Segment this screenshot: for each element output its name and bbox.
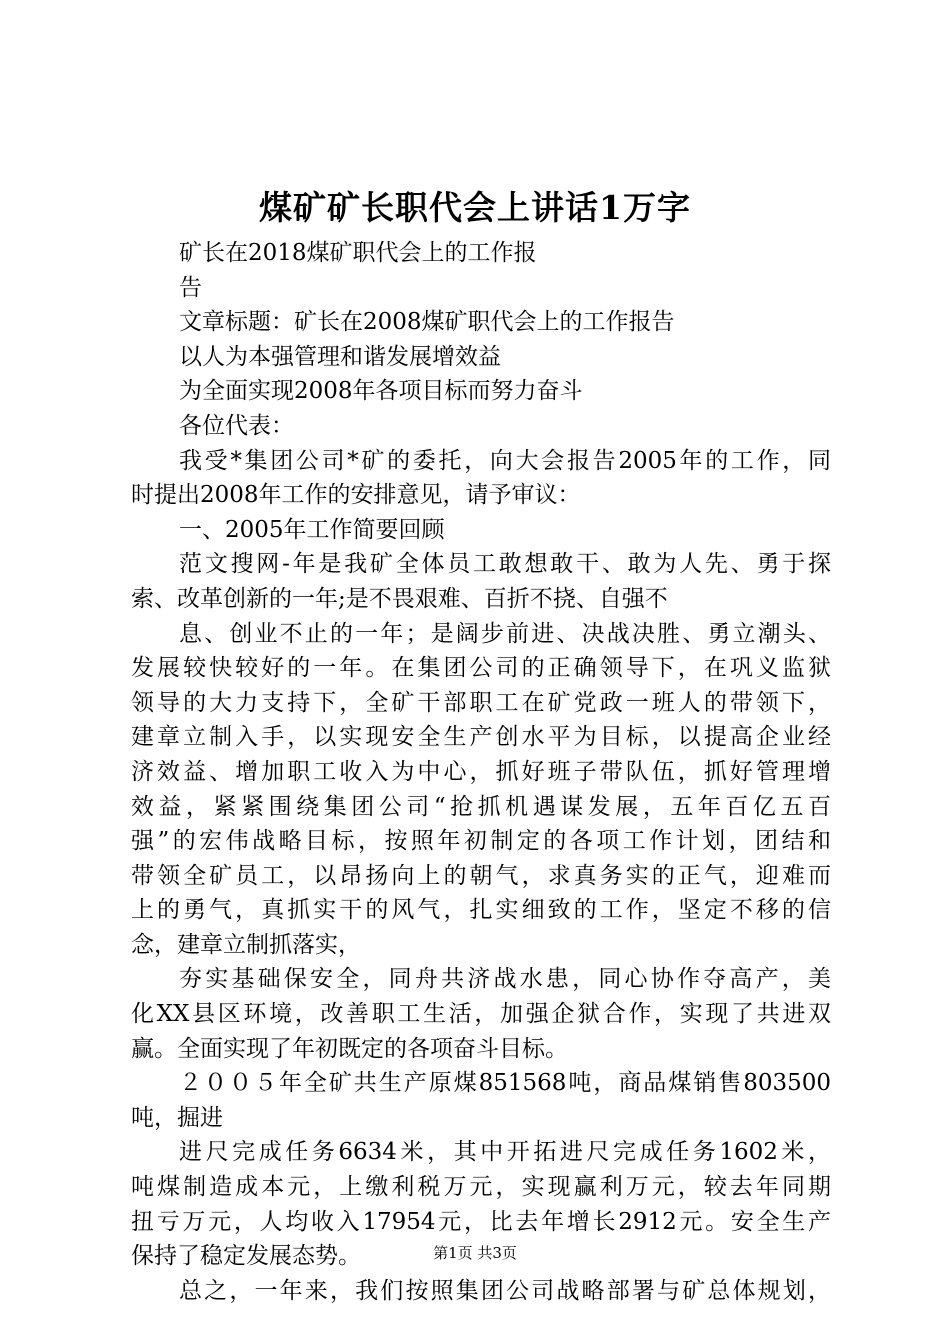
text-line: 息、创业不止的一年；是阔步前进、决战决胜、勇立潮头、 <box>179 620 831 647</box>
document-body <box>131 236 831 1308</box>
page-footer: 第1页 共3页 <box>433 1244 517 1262</box>
text-line: 总之，一年来，我们按照集团公司战略部署与矿总体规划， <box>179 1277 831 1304</box>
text-line: ２００５年全矿共生产原煤851568吨，商品煤销售803500 <box>179 1070 831 1097</box>
text-line: 效益，紧紧围绕集团公司“抢抓机遇谋发展，五年百亿五百 <box>131 793 831 820</box>
text-line: 以人为本强管理和谐发展增效益 <box>179 343 501 370</box>
text-line: 发展较快较好的一年。在集团公司的正确领导下，在巩义监狱 <box>131 655 831 682</box>
text-line: 进尺完成任务6634米，其中开拓进尺完成任务1602米， <box>179 1139 831 1166</box>
text-line: 上的勇气，真抓实干的风气，扎实细致的工作，坚定不移的信 <box>131 897 831 924</box>
text-line: 吨煤制造成本元，上缴利税万元，实现赢利万元，较去年同期 <box>131 1174 831 1201</box>
text-line: 吨，掘进 <box>131 1104 223 1131</box>
text-line: 为全面实现2008年各项目标而努力奋斗 <box>179 378 583 405</box>
text-line: 夯实基础保安全，同舟共济战水患，同心协作夺高产，美 <box>179 966 831 993</box>
text-line: 时提出2008年工作的安排意见，请予审议： <box>131 482 581 509</box>
text-line: 范文搜网-年是我矿全体员工敢想敢干、敢为人先、勇于探 <box>179 551 831 578</box>
text-line: 文章标题：矿长在2008煤矿职代会上的工作报告 <box>179 309 675 336</box>
text-line: 告 <box>179 274 202 301</box>
text-line: 领导的大力支持下，全矿干部职工在矿党政一班人的带领下， <box>131 689 831 716</box>
text-line: 济效益、增加职工收入为中心，抓好班子带队伍，抓好管理增 <box>131 758 831 785</box>
text-line: 一、2005年工作简要回顾 <box>179 516 445 543</box>
text-line: 建章立制入手，以实现安全生产创水平为目标，以提高企业经 <box>131 724 831 751</box>
text-line: 强”的宏伟战略目标，按照年初制定的各项工作计划，团结和 <box>131 828 831 855</box>
text-line: 扭亏万元，人均收入17954元，比去年增长2912元。安全生产 <box>131 1208 831 1235</box>
text-line: 矿长在2018煤矿职代会上的工作报 <box>179 240 537 266</box>
document-title: 煤矿矿长职代会上讲话1万字 <box>259 188 691 227</box>
text-line: 带领全矿员工，以昂扬向上的朝气，求真务实的正气，迎难而 <box>131 862 831 889</box>
text-line: 赢。全面实现了年初既定的各项奋斗目标。 <box>131 1035 568 1062</box>
text-line: 念，建章立制抓落实， <box>131 931 361 958</box>
text-line: 各位代表： <box>179 412 294 439</box>
text-line: 索、改革创新的一年;是不畏艰难、百折不挠、自强不 <box>131 585 668 612</box>
text-line: 我受*集团公司*矿的委托，向大会报告2005年的工作，同 <box>179 447 831 474</box>
text-line: 保持了稳定发展态势。 <box>131 1243 361 1270</box>
text-line: 化XX县区环境，改善职工生活，加强企狱合作，实现了共进双 <box>131 1001 831 1028</box>
